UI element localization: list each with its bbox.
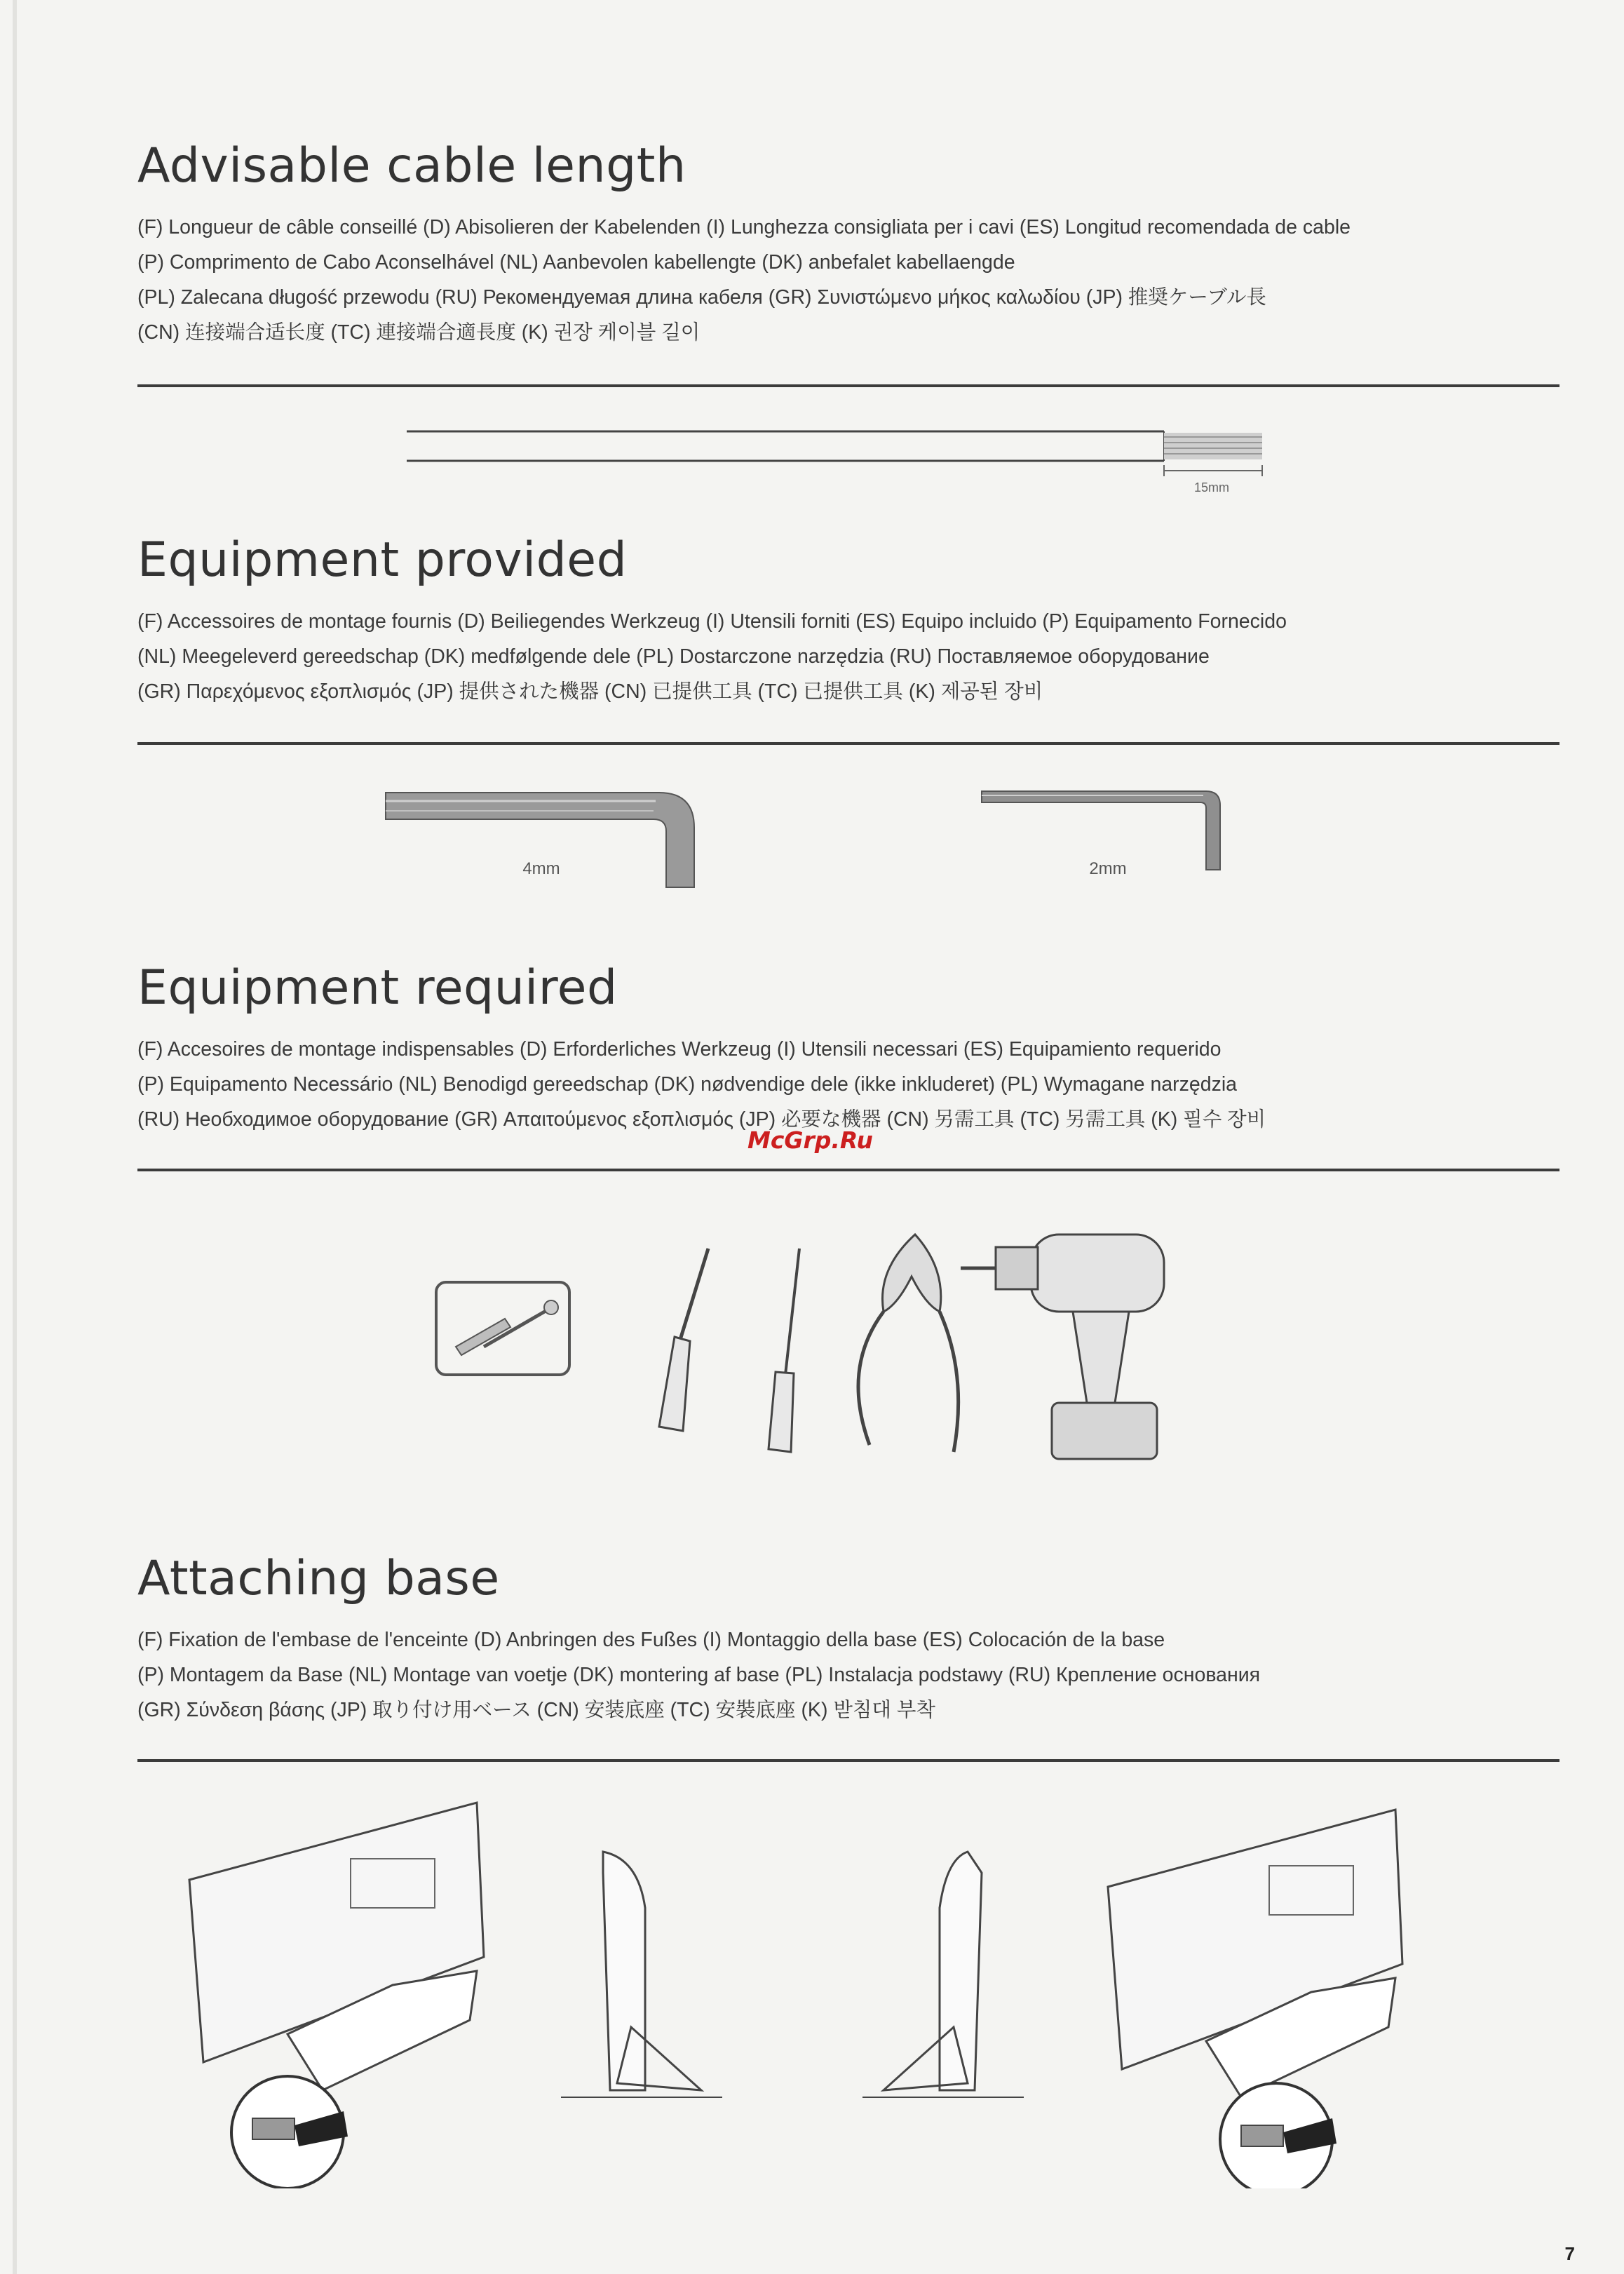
- cordless-drill-icon: [961, 1234, 1164, 1459]
- translation-line: (F) Accesoires de montage indispensables (D) Erforderliches Werkzeug (I) Utensili necessari (ES) Equipamiento requerido: [137, 1037, 1222, 1061]
- stripped-wire-strands: [1164, 433, 1262, 459]
- translations: [137, 1032, 1557, 1137]
- section-divider: [137, 742, 1559, 745]
- hex-key-size-label: 2mm: [1089, 859, 1127, 878]
- translations: [137, 1622, 1557, 1728]
- cable-diagram: [393, 417, 1304, 502]
- anchor-screw-icon: [436, 1282, 569, 1375]
- section-title: Attaching base: [137, 1551, 500, 1606]
- strip-length-label: 15mm: [1193, 480, 1230, 495]
- translation-line: (F) Fixation de l'embase de l'enceinte (D) Anbringen des Fußes (I) Montaggio della base (ES) Colocación de la base: [137, 1628, 1165, 1651]
- tv-side-view-step-3: [862, 1852, 1024, 2097]
- section-equipment-provided: [137, 534, 1557, 709]
- translations: [137, 604, 1557, 709]
- screwdriver-phillips-icon: [769, 1249, 799, 1452]
- section-cable-length: [137, 140, 1557, 350]
- hex-keys-illustration: [379, 779, 1248, 898]
- section-title: Equipment required: [137, 960, 618, 1016]
- translation-line: (P) Comprimento de Cabo Aconselhável (NL) Aanbevolen kabellengte (DK) anbefalet kabellaengde: [137, 250, 1015, 274]
- translation-line: (GR) Παρεχόμενος εξοπλισμός (JP) 提供された機器 (CN) 已提供工具 (TC) 已提供工具 (K) 제공된 장비: [137, 680, 1043, 703]
- pliers-icon: [858, 1234, 959, 1452]
- screwdriver-flat-icon: [659, 1249, 708, 1431]
- base-assembly-illustration: [182, 1796, 1444, 2188]
- section-divider: [137, 384, 1559, 387]
- translation-line: (P) Montagem da Base (NL) Montage van voetje (DK) montering af base (PL) Instalacja podstawy (RU) Крепление основания: [137, 1663, 1261, 1686]
- hex-key-size-label: 4mm: [522, 859, 560, 878]
- translation-line: (NL) Meegeleverd gereedschap (DK) medfølgende dele (PL) Dostarczone narzędzia (RU) Поставляемое оборудование: [137, 645, 1210, 668]
- section-title: Advisable cable length: [137, 138, 686, 194]
- section-divider: [137, 1759, 1559, 1762]
- translation-line: (F) Longueur de câble conseillé (D) Abisolieren der Kabelenden (I) Lunghezza consigliata per i cavi (ES) Longitud recomendada de cable: [137, 215, 1351, 238]
- tv-side-view-step-2: [561, 1852, 722, 2097]
- tv-rear-with-base-step-1: [189, 1803, 484, 2188]
- translation-line: (PL) Zalecana długość przewodu (RU) Рекомендуемая длина кабеля (GR) Συνιστώμενο μήκος καλωδίου (JP) 推奨ケーブル長: [137, 285, 1266, 309]
- required-tools-illustration: [421, 1192, 1290, 1473]
- translations: [137, 210, 1557, 350]
- translation-line: (GR) Σύνδεση βάσης (JP) 取り付け用ベース (CN) 安装底座 (TC) 安裝底座 (K) 받침대 부착: [137, 1698, 935, 1721]
- watermark: McGrp.Ru: [747, 1126, 874, 1154]
- page-number: 7: [1564, 2243, 1575, 2264]
- tv-rear-with-base-step-4: [1108, 1810, 1402, 2188]
- translation-line: (CN) 连接端合适长度 (TC) 連接端合適長度 (K) 권장 케이블 길이: [137, 321, 701, 344]
- translation-line: (F) Accessoires de montage fournis (D) Beiliegendes Werkzeug (I) Utensili forniti (ES) Equipo incluido (P) Equipamento Fornecido: [137, 610, 1287, 633]
- translation-line: (RU) Необходимое оборудование (GR) Απαιτούμενος εξοπλισμός (JP) 必要な機器 (CN) 另需工具 (TC) 另需工具 (K) 필수 장비: [137, 1108, 1266, 1131]
- section-equipment-required: [137, 962, 1557, 1137]
- section-divider: [137, 1169, 1559, 1171]
- page-edge: [13, 0, 17, 2274]
- hex-key-small: [982, 791, 1220, 870]
- translation-line: (P) Equipamento Necessário (NL) Benodigd gereedschap (DK) nødvendige dele (ikke inkluderet) (PL) Wymagane narzędzia: [137, 1072, 1238, 1096]
- section-attaching-base: [137, 1553, 1557, 1728]
- section-title: Equipment provided: [137, 532, 628, 588]
